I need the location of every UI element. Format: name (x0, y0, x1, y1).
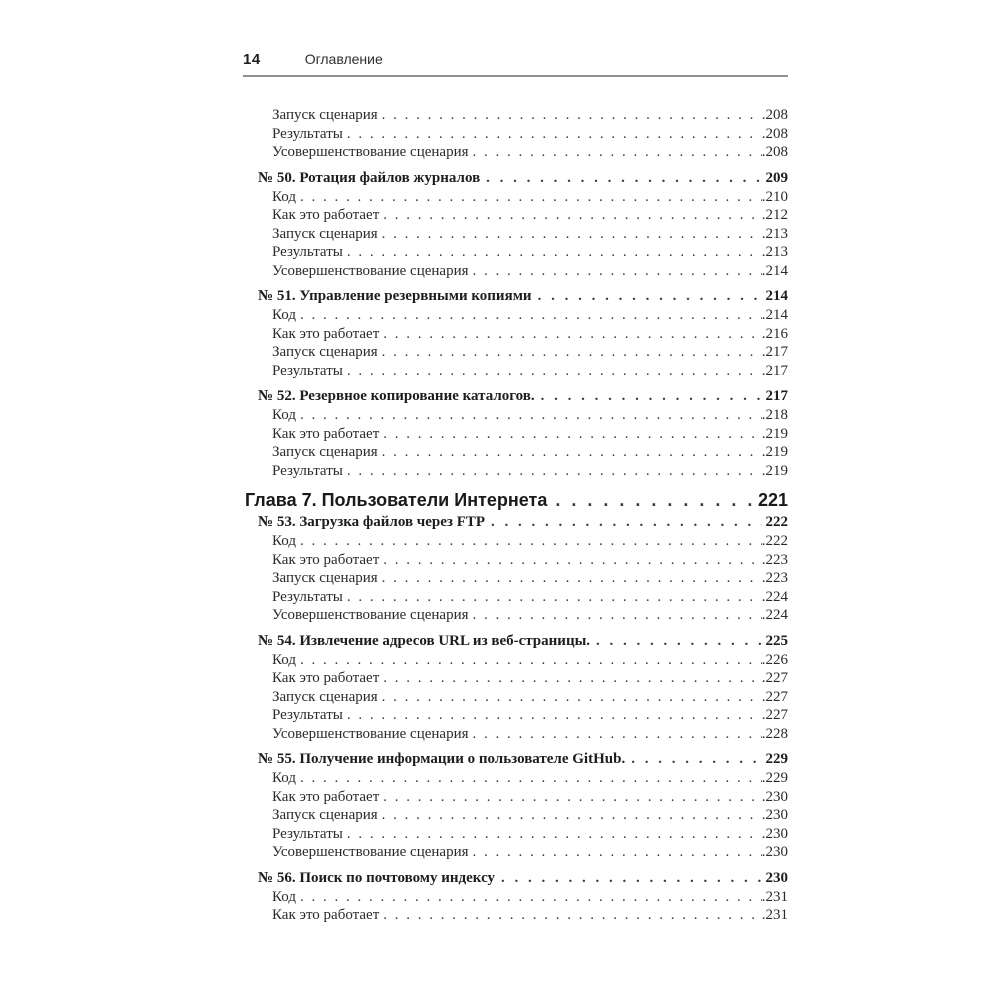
toc-entry-page: . 227 (762, 688, 788, 707)
toc-entry-label: Усовершенствование сценария (272, 144, 469, 160)
toc-entry-label: № 55. Получение информации о пользователе GitHub. (258, 751, 626, 767)
toc-entry (245, 286, 788, 306)
toc-entry-page: . 230 (762, 788, 788, 807)
toc-entry-label: Запуск сценария (272, 444, 378, 460)
toc-entry-label: Как это работает (272, 670, 380, 686)
toc-entry (245, 888, 788, 907)
toc-entry-page: . 218 (762, 406, 788, 425)
toc-entry (245, 588, 788, 607)
dot-leader (300, 651, 762, 670)
dot-leader (473, 143, 762, 162)
dot-leader (300, 406, 762, 425)
running-header (243, 51, 788, 77)
toc-entry-page: 222 (765, 514, 788, 530)
dot-leader (473, 262, 762, 281)
toc-entry (245, 651, 788, 670)
toc-entry-page: . 230 (762, 806, 788, 825)
toc-entry-label: Результаты (272, 462, 343, 479)
dot-leader (596, 631, 761, 651)
toc-entry-page: . 210 (762, 188, 788, 207)
toc-entry (245, 843, 788, 862)
page-number: 14 (243, 51, 261, 68)
toc-entry-label: Результаты (272, 244, 343, 260)
toc-entry (245, 168, 788, 188)
toc-entry (245, 606, 788, 625)
toc-entry-page: . 231 (762, 888, 788, 907)
toc-entry (245, 343, 788, 362)
dot-leader (300, 188, 762, 207)
dot-leader (383, 788, 762, 807)
toc-entry-page: . 223 (762, 569, 788, 588)
toc-entry (245, 532, 788, 551)
toc-entry-page: 217 (765, 388, 788, 404)
dot-leader (300, 888, 762, 907)
toc-entry (245, 462, 788, 481)
dot-leader (383, 325, 762, 344)
toc-entry-page: . 229 (762, 769, 788, 788)
toc-entry (245, 512, 788, 532)
running-title: Оглавление (304, 51, 383, 67)
toc-entry (245, 806, 788, 825)
dot-leader (383, 669, 762, 688)
toc-entry (245, 725, 788, 744)
toc-entry-label: Запуск сценария (272, 107, 378, 123)
toc-entry-page: . 227 (762, 706, 788, 725)
toc-entry-page: . 214 (762, 262, 788, 281)
toc-entry-label: Как это работает (272, 207, 380, 223)
dot-leader (473, 606, 762, 625)
dot-leader (538, 286, 762, 306)
toc-entry-page: . 219 (762, 425, 788, 444)
dot-leader (300, 532, 762, 551)
toc-entry-page: . 217 (762, 343, 788, 362)
toc-entry-label: Запуск сценария (272, 225, 378, 242)
dot-leader (501, 868, 761, 888)
toc-entry (245, 669, 788, 688)
dot-leader (473, 725, 762, 744)
toc-entry-label: Код (272, 407, 296, 423)
toc-entry-page: . 212 (762, 206, 788, 225)
dot-leader (486, 168, 761, 188)
toc-entry-label: Результаты (272, 588, 343, 605)
toc-entry-page: 229 (765, 751, 788, 767)
toc-entry (245, 489, 788, 512)
toc-entry-label: № 54. Извлечение адресов URL из веб-страницы. (258, 632, 591, 649)
toc-entry (245, 243, 788, 262)
toc-entry (245, 325, 788, 344)
dot-leader (383, 425, 762, 444)
toc-entry (245, 688, 788, 707)
toc-entry-label: Как это работает (272, 788, 380, 805)
toc-entry-page: . 219 (762, 462, 788, 481)
toc-entry-label: Код (272, 188, 296, 205)
toc-entry (245, 868, 788, 888)
toc-entry-label: Результаты (272, 125, 343, 142)
toc-entry (245, 386, 788, 406)
toc-entry-label: Код (272, 533, 296, 549)
toc-entry-label: Код (272, 651, 296, 668)
toc-entry (245, 631, 788, 651)
toc-entry-page: . 227 (762, 669, 788, 688)
toc-entry (245, 569, 788, 588)
toc-entry (245, 106, 788, 125)
dot-leader (491, 512, 761, 532)
toc-entry-label: Как это работает (272, 551, 380, 568)
toc-entry-label: Запуск сценария (272, 807, 378, 823)
toc-entry (245, 225, 788, 244)
dot-leader (347, 362, 762, 381)
toc-entry-page: 230 (765, 869, 788, 886)
toc-entry (245, 551, 788, 570)
toc-entry-page: 214 (765, 288, 788, 304)
dot-leader (347, 825, 762, 844)
toc-entry-label: № 52. Резервное копирование каталогов. (258, 388, 535, 404)
toc-entry (245, 425, 788, 444)
toc-entry-page: . 223 (762, 551, 788, 570)
table-of-contents (245, 106, 788, 925)
toc-entry-label: № 53. Загрузка файлов через FTP (258, 514, 486, 530)
toc-entry-label: Запуск сценария (272, 570, 378, 586)
dot-leader (382, 106, 762, 125)
toc-entry-label: Код (272, 307, 296, 323)
toc-entry (245, 788, 788, 807)
toc-entry (245, 362, 788, 381)
dot-leader (300, 769, 762, 788)
toc-entry-label: Усовершенствование сценария (272, 607, 469, 623)
toc-entry-page: . 230 (762, 825, 788, 844)
toc-entry (245, 749, 788, 769)
toc-entry-label: Запуск сценария (272, 344, 378, 360)
toc-entry-label: Как это работает (272, 425, 380, 442)
dot-leader (347, 588, 762, 607)
toc-entry-label: Код (272, 770, 296, 786)
toc-entry-page: . 208 (762, 106, 788, 125)
toc-entry-label: Результаты (272, 825, 343, 842)
toc-entry-label: Результаты (272, 362, 343, 379)
dot-leader (382, 806, 762, 825)
dot-leader (555, 489, 753, 512)
toc-entry-page: . 208 (762, 143, 788, 162)
toc-entry-label: № 51. Управление резервными копиями (258, 288, 532, 304)
toc-entry (245, 143, 788, 162)
toc-entry-page: . 224 (762, 606, 788, 625)
toc-entry-label: Код (272, 888, 296, 905)
toc-entry (245, 825, 788, 844)
dot-leader (300, 306, 762, 325)
dot-leader (347, 125, 762, 144)
toc-entry-page: . 213 (762, 243, 788, 262)
toc-entry-label: Усовершенствование сценария (272, 844, 469, 860)
dot-leader (347, 706, 762, 725)
toc-entry (245, 262, 788, 281)
dot-leader (383, 906, 762, 925)
dot-leader (382, 443, 762, 462)
toc-entry-label: Усовершенствование сценария (272, 262, 469, 279)
toc-entry-label: Усовершенствование сценария (272, 725, 469, 742)
toc-entry (245, 406, 788, 425)
toc-entry-page: . 214 (762, 306, 788, 325)
toc-entry-label: Результаты (272, 707, 343, 723)
dot-leader (382, 688, 762, 707)
toc-entry (245, 306, 788, 325)
toc-entry-page: . 226 (762, 651, 788, 670)
toc-entry (245, 769, 788, 788)
dot-leader (541, 386, 762, 406)
toc-entry-page: . 217 (762, 362, 788, 381)
dot-leader (347, 243, 762, 262)
dot-leader (383, 206, 762, 225)
toc-entry-page: . 224 (762, 588, 788, 607)
toc-entry-page: . 228 (762, 725, 788, 744)
toc-entry-label: Глава 7. Пользователи Интернета (245, 490, 548, 510)
toc-entry (245, 443, 788, 462)
toc-entry-label: Как это работает (272, 907, 380, 923)
toc-entry (245, 706, 788, 725)
dot-leader (382, 569, 762, 588)
toc-entry-page: . 213 (762, 225, 788, 244)
toc-entry-page: . 219 (762, 443, 788, 462)
dot-leader (382, 225, 762, 244)
dot-leader (383, 551, 762, 570)
toc-entry (245, 188, 788, 207)
dot-leader (347, 462, 762, 481)
toc-entry-page: . 231 (762, 906, 788, 925)
toc-entry-label: Запуск сценария (272, 688, 378, 705)
toc-entry (245, 906, 788, 925)
toc-entry-page: 221 (757, 490, 788, 510)
toc-entry-page: . 216 (762, 325, 788, 344)
toc-entry-label: № 56. Поиск по почтовому индексу (258, 869, 496, 886)
dot-leader (631, 749, 761, 769)
toc-entry-page: . 208 (762, 125, 788, 144)
toc-entry (245, 206, 788, 225)
toc-entry-page: 209 (765, 169, 788, 186)
toc-entry-page: 225 (765, 632, 788, 649)
dot-leader (473, 843, 762, 862)
dot-leader (382, 343, 762, 362)
toc-entry-label: Как это работает (272, 325, 380, 342)
toc-entry-page: . 222 (762, 532, 788, 551)
toc-entry-page: . 230 (762, 843, 788, 862)
toc-entry-label: № 50. Ротация файлов журналов (258, 169, 481, 186)
toc-entry (245, 125, 788, 144)
